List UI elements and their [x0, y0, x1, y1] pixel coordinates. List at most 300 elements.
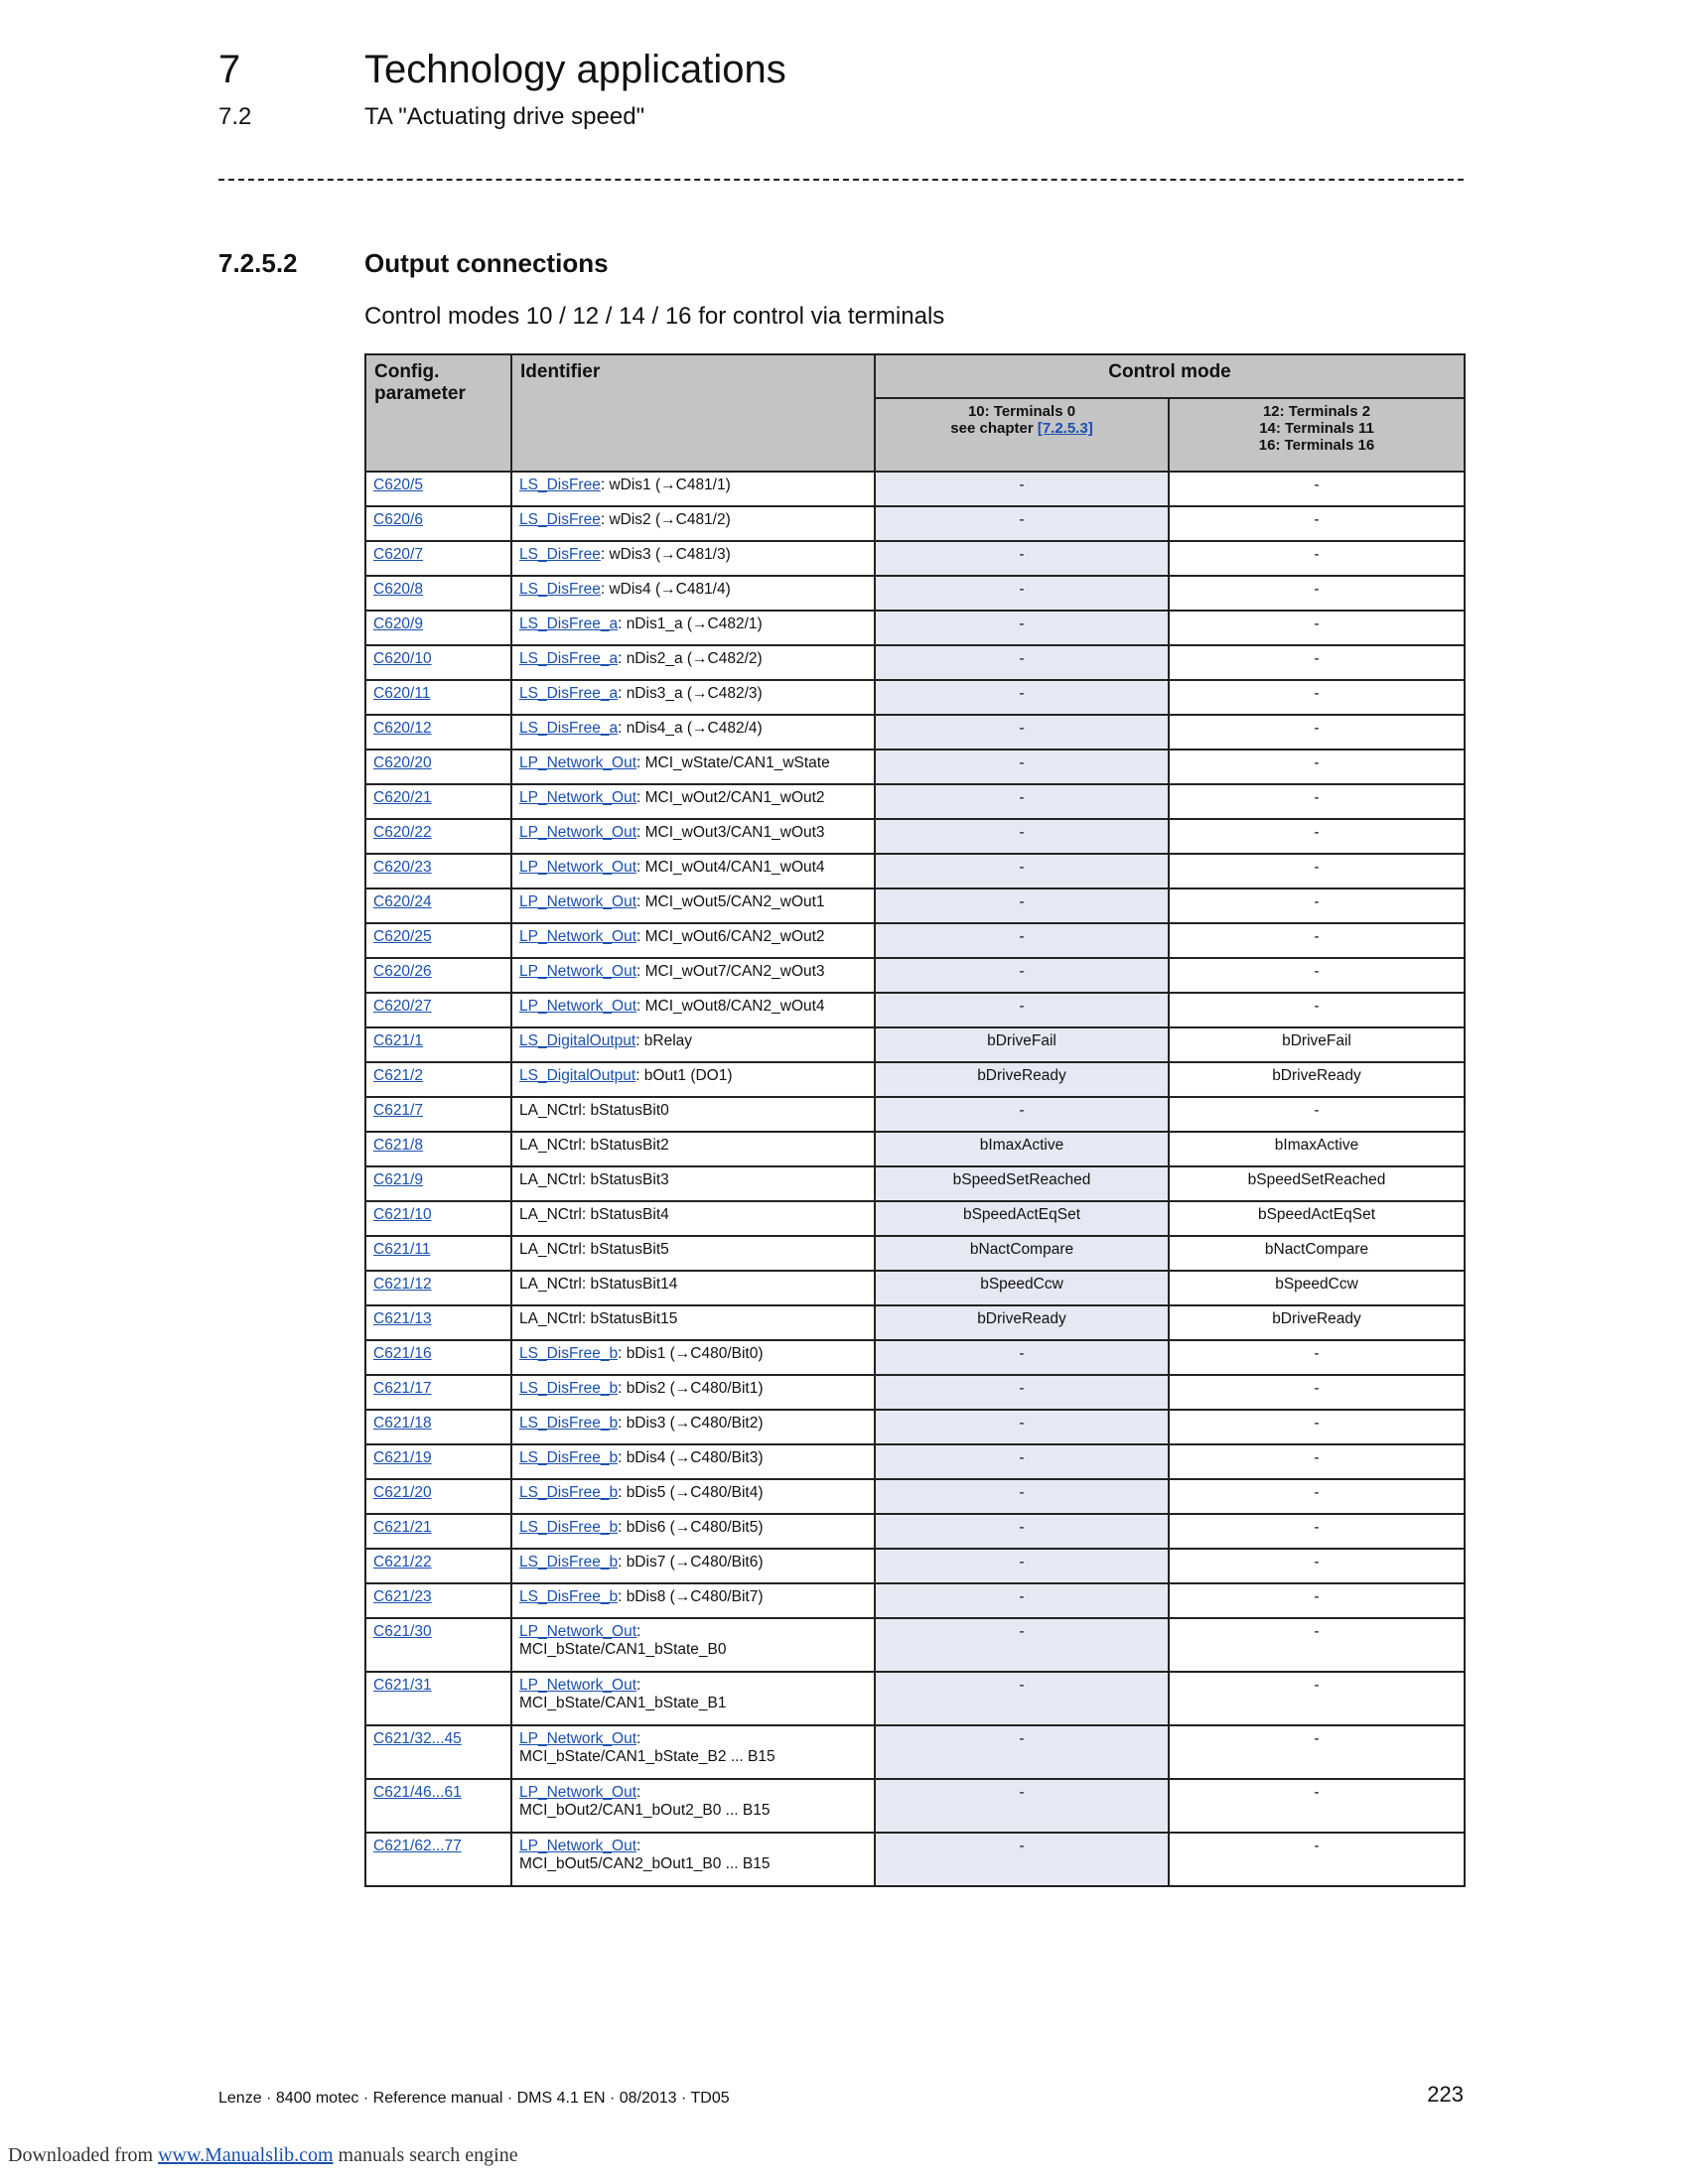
identifier-link[interactable]: LS_DisFree — [519, 546, 601, 563]
table-row — [365, 1201, 1465, 1236]
param-link[interactable]: C620/9 — [373, 615, 423, 632]
identifier-text: MCI_bState/CAN1_bState_B2 ... B15 — [519, 1748, 775, 1765]
mode-10-value: bDriveFail — [987, 1032, 1056, 1049]
param-cell — [365, 1166, 511, 1201]
identifier-link[interactable]: LP_Network_Out — [519, 928, 637, 945]
identifier-cell — [511, 472, 875, 506]
mode-12-value: bDriveFail — [1282, 1032, 1351, 1049]
param-cell — [365, 923, 511, 958]
mode-12-cell — [1169, 1236, 1465, 1271]
identifier-link[interactable]: LP_Network_Out — [519, 893, 637, 910]
mode-10-value: - — [1019, 615, 1025, 632]
mode-10-cell — [875, 1779, 1169, 1833]
identifier-text: : MCI_wOut7/CAN2_wOut3 — [636, 963, 825, 980]
identifier-cell — [511, 1236, 875, 1271]
param-link[interactable]: C620/24 — [373, 893, 432, 910]
param-link[interactable]: C620/26 — [373, 963, 432, 980]
identifier-link[interactable]: LS_DisFree_b — [519, 1554, 619, 1570]
param-link[interactable]: C621/22 — [373, 1554, 432, 1570]
mode-12-value: bDriveReady — [1272, 1310, 1361, 1327]
table-row — [365, 1097, 1465, 1132]
header-mode-10-line1: 10: Terminals 0 — [967, 403, 1076, 420]
identifier-cell — [511, 715, 875, 750]
param-cell — [365, 1549, 511, 1583]
table-row — [365, 506, 1465, 541]
param-link[interactable]: C621/1 — [373, 1032, 423, 1049]
table-row — [365, 854, 1465, 888]
mode-12-cell — [1169, 1725, 1465, 1779]
mode-12-value: - — [1314, 893, 1320, 910]
mode-12-value: - — [1314, 477, 1320, 493]
identifier-text: LA_NCtrl: bStatusBit0 — [519, 1102, 669, 1119]
mode-10-cell — [875, 1549, 1169, 1583]
identifier-text: : bDis6 (→C480/Bit5) — [618, 1519, 764, 1536]
identifier-cell — [511, 1305, 875, 1340]
mode-12-value: - — [1314, 1102, 1320, 1119]
mode-10-value: - — [1019, 1554, 1025, 1570]
header-config-parameter — [365, 354, 511, 472]
chapter-link-7-2-5-3[interactable]: [7.2.5.3] — [1037, 420, 1093, 437]
identifier-link[interactable]: LS_DisFree_a — [519, 615, 619, 632]
mode-12-cell — [1169, 1779, 1465, 1833]
identifier-link[interactable]: LS_DisFree_b — [519, 1519, 619, 1536]
param-cell — [365, 1444, 511, 1479]
param-link[interactable]: C621/10 — [373, 1206, 432, 1223]
mode-12-cell — [1169, 819, 1465, 854]
table-row — [365, 1725, 1465, 1779]
identifier-text: LA_NCtrl: bStatusBit14 — [519, 1276, 678, 1293]
param-link[interactable]: C620/25 — [373, 928, 432, 945]
mode-10-value: bDriveReady — [977, 1067, 1066, 1084]
identifier-text: : MCI_wOut5/CAN2_wOut1 — [636, 893, 825, 910]
param-link[interactable]: C620/11 — [373, 685, 431, 702]
table-row — [365, 993, 1465, 1027]
mode-10-cell — [875, 1097, 1169, 1132]
param-link[interactable]: C621/30 — [373, 1623, 432, 1640]
identifier-link[interactable]: LP_Network_Out — [519, 1730, 637, 1747]
mode-10-value: - — [1019, 1519, 1025, 1536]
mode-10-value: - — [1019, 1838, 1025, 1854]
param-link[interactable]: C621/20 — [373, 1484, 432, 1501]
identifier-cell — [511, 888, 875, 923]
mode-12-cell — [1169, 1672, 1465, 1725]
intro-text: Control modes 10 / 12 / 14 / 16 for control via terminals — [364, 303, 945, 330]
identifier-cell — [511, 923, 875, 958]
mode-12-value: - — [1314, 1554, 1320, 1570]
param-cell — [365, 1672, 511, 1725]
header-mode-16-line: 16: Terminals 16 — [1258, 437, 1375, 454]
identifier-link[interactable]: LP_Network_Out — [519, 789, 637, 806]
param-cell — [365, 1305, 511, 1340]
mode-10-value: - — [1019, 1415, 1025, 1432]
identifier-link[interactable]: LP_Network_Out — [519, 998, 637, 1015]
param-link[interactable]: C620/8 — [373, 581, 423, 598]
mode-10-value: - — [1019, 1345, 1025, 1362]
identifier-text: : MCI_wOut8/CAN2_wOut4 — [636, 998, 825, 1015]
mode-10-value: - — [1019, 1484, 1025, 1501]
identifier-cell — [511, 750, 875, 784]
identifier-cell — [511, 680, 875, 715]
header-identifier: Identifier — [511, 354, 875, 472]
identifier-text: : MCI_wState/CAN1_wState — [636, 754, 830, 771]
mode-10-cell — [875, 923, 1169, 958]
param-link[interactable]: C620/21 — [373, 789, 432, 806]
identifier-link[interactable]: LS_DigitalOutput — [519, 1032, 636, 1049]
header-mode-14-line: 14: Terminals 11 — [1259, 420, 1374, 437]
param-link[interactable]: C621/11 — [373, 1241, 431, 1258]
identifier-link[interactable]: LS_DisFree_b — [519, 1345, 619, 1362]
mode-12-value: - — [1314, 581, 1320, 598]
table-row — [365, 1549, 1465, 1583]
mode-10-cell — [875, 1618, 1169, 1672]
mode-10-value: - — [1019, 477, 1025, 493]
identifier-cell — [511, 506, 875, 541]
identifier-cell — [511, 784, 875, 819]
mode-12-cell — [1169, 1305, 1465, 1340]
param-cell — [365, 1410, 511, 1444]
param-link[interactable]: C621/9 — [373, 1171, 423, 1188]
mode-10-cell — [875, 1236, 1169, 1271]
mode-10-cell — [875, 888, 1169, 923]
identifier-text: LA_NCtrl: bStatusBit5 — [519, 1241, 669, 1258]
table-row — [365, 1444, 1465, 1479]
mode-10-value: bNactCompare — [969, 1241, 1074, 1258]
param-link[interactable]: C620/23 — [373, 859, 432, 876]
table-row — [365, 1340, 1465, 1375]
param-cell — [365, 1027, 511, 1062]
table-row — [365, 541, 1465, 576]
mode-10-cell — [875, 1271, 1169, 1305]
identifier-link[interactable]: LP_Network_Out — [519, 1623, 637, 1640]
param-cell — [365, 1375, 511, 1410]
table-row — [365, 1618, 1465, 1672]
param-link[interactable]: C621/21 — [373, 1519, 432, 1536]
mode-10-cell — [875, 1479, 1169, 1514]
param-link[interactable]: C621/8 — [373, 1137, 423, 1154]
param-cell — [365, 1132, 511, 1166]
param-cell — [365, 1833, 511, 1886]
param-cell — [365, 715, 511, 750]
identifier-cell — [511, 1725, 875, 1779]
param-link[interactable]: C620/22 — [373, 824, 432, 841]
mode-10-value: - — [1019, 511, 1025, 528]
param-link[interactable]: C621/18 — [373, 1415, 432, 1432]
param-link[interactable]: C620/6 — [373, 511, 423, 528]
mode-10-value: - — [1019, 720, 1025, 737]
param-link[interactable]: C621/46...61 — [373, 1784, 462, 1801]
mode-10-value: bSpeedSetReached — [952, 1171, 1091, 1188]
mode-12-value: - — [1314, 511, 1320, 528]
param-cell — [365, 472, 511, 506]
identifier-text: : bRelay — [635, 1032, 693, 1049]
mode-10-cell — [875, 1201, 1169, 1236]
download-suffix: manuals search engine — [333, 2144, 518, 2166]
identifier-cell — [511, 1340, 875, 1375]
mode-12-value: bSpeedActEqSet — [1257, 1206, 1376, 1223]
mode-10-value: - — [1019, 1730, 1025, 1747]
table-row — [365, 1410, 1465, 1444]
mode-12-cell — [1169, 1166, 1465, 1201]
identifier-text: MCI_bOut2/CAN1_bOut2_B0 ... B15 — [519, 1802, 771, 1819]
mode-10-cell — [875, 854, 1169, 888]
param-cell — [365, 1236, 511, 1271]
mode-12-value: - — [1314, 1588, 1320, 1605]
identifier-link[interactable]: LS_DisFree_a — [519, 720, 619, 737]
param-link[interactable]: C621/13 — [373, 1310, 432, 1327]
identifier-cell — [511, 1201, 875, 1236]
mode-12-cell — [1169, 1062, 1465, 1097]
identifier-colon: : — [636, 1730, 641, 1747]
mode-12-cell — [1169, 750, 1465, 784]
mode-12-value: - — [1314, 615, 1320, 632]
identifier-link[interactable]: LP_Network_Out — [519, 824, 637, 841]
identifier-cell — [511, 1549, 875, 1583]
param-link[interactable]: C620/27 — [373, 998, 432, 1015]
identifier-link[interactable]: LS_DisFree_b — [519, 1415, 619, 1432]
table-row — [365, 958, 1465, 993]
chapter-number: 7 — [218, 48, 241, 91]
param-link[interactable]: C621/23 — [373, 1588, 432, 1605]
identifier-link[interactable]: LS_DisFree — [519, 477, 601, 493]
table-row — [365, 784, 1465, 819]
table-row — [365, 1132, 1465, 1166]
identifier-cell — [511, 1444, 875, 1479]
identifier-text: LA_NCtrl: bStatusBit2 — [519, 1137, 669, 1154]
mode-10-cell — [875, 1375, 1169, 1410]
section-title: TA "Actuating drive speed" — [364, 103, 645, 130]
param-link[interactable]: C621/32...45 — [373, 1730, 462, 1747]
identifier-text: LA_NCtrl: bStatusBit4 — [519, 1206, 669, 1223]
mode-10-value: - — [1019, 859, 1025, 876]
identifier-link[interactable]: LS_DisFree_b — [519, 1449, 619, 1466]
mode-12-cell — [1169, 576, 1465, 611]
mode-12-value: bNactCompare — [1264, 1241, 1369, 1258]
table-row — [365, 1375, 1465, 1410]
mode-12-value: - — [1314, 1730, 1320, 1747]
mode-12-value: - — [1314, 1449, 1320, 1466]
mode-10-cell — [875, 715, 1169, 750]
mode-12-value: - — [1314, 1415, 1320, 1432]
identifier-text: : nDis1_a (→C482/1) — [618, 615, 763, 632]
identifier-colon: : — [636, 1623, 641, 1640]
identifier-link[interactable]: LS_DisFree_b — [519, 1484, 619, 1501]
mode-12-value: - — [1314, 998, 1320, 1015]
identifier-text: : wDis2 (→C481/2) — [600, 511, 731, 528]
identifier-cell — [511, 854, 875, 888]
table-row — [365, 472, 1465, 506]
mode-12-cell — [1169, 1833, 1465, 1886]
identifier-link[interactable]: LP_Network_Out — [519, 963, 637, 980]
param-link[interactable]: C620/12 — [373, 720, 432, 737]
mode-10-cell — [875, 819, 1169, 854]
header-config-line1: Config. — [374, 361, 440, 382]
table-row — [365, 819, 1465, 854]
param-link[interactable]: C620/10 — [373, 650, 432, 667]
mode-10-value: - — [1019, 1623, 1025, 1640]
mode-10-cell — [875, 506, 1169, 541]
identifier-cell — [511, 1271, 875, 1305]
param-cell — [365, 645, 511, 680]
mode-10-value: bDriveReady — [977, 1310, 1066, 1327]
mode-12-cell — [1169, 1444, 1465, 1479]
mode-12-cell — [1169, 1375, 1465, 1410]
identifier-cell — [511, 1779, 875, 1833]
identifier-cell — [511, 1166, 875, 1201]
param-cell — [365, 506, 511, 541]
identifier-cell — [511, 1479, 875, 1514]
identifier-link[interactable]: LS_DisFree — [519, 511, 601, 528]
table-row — [365, 1166, 1465, 1201]
mode-12-cell — [1169, 680, 1465, 715]
param-link[interactable]: C621/62...77 — [373, 1838, 462, 1854]
download-banner — [8, 2144, 518, 2167]
identifier-text: MCI_bState/CAN1_bState_B0 — [519, 1641, 727, 1658]
param-link[interactable]: C621/2 — [373, 1067, 423, 1084]
table-row — [365, 1514, 1465, 1549]
param-link[interactable]: C621/16 — [373, 1345, 432, 1362]
param-cell — [365, 1725, 511, 1779]
identifier-cell — [511, 1672, 875, 1725]
table-row — [365, 1779, 1465, 1833]
mode-12-value: bImaxActive — [1274, 1137, 1359, 1154]
mode-10-cell — [875, 1833, 1169, 1886]
header-mode-12-line: 12: Terminals 2 — [1262, 403, 1371, 420]
param-link[interactable]: C621/12 — [373, 1276, 432, 1293]
identifier-link[interactable]: LS_DisFree_a — [519, 650, 619, 667]
mode-10-cell — [875, 611, 1169, 645]
mode-12-value: - — [1314, 1838, 1320, 1854]
mode-12-cell — [1169, 784, 1465, 819]
param-cell — [365, 1271, 511, 1305]
mode-12-cell — [1169, 1618, 1465, 1672]
identifier-text: : wDis1 (→C481/1) — [600, 477, 731, 493]
identifier-cell — [511, 993, 875, 1027]
identifier-link[interactable]: LS_DisFree — [519, 581, 601, 598]
mode-10-cell — [875, 576, 1169, 611]
param-link[interactable]: C621/19 — [373, 1449, 432, 1466]
mode-10-cell — [875, 750, 1169, 784]
manualslib-link[interactable]: www.Manualslib.com — [158, 2144, 334, 2166]
param-cell — [365, 1618, 511, 1672]
mode-12-value: - — [1314, 1519, 1320, 1536]
identifier-link[interactable]: LP_Network_Out — [519, 1838, 637, 1854]
param-link[interactable]: C621/31 — [373, 1677, 432, 1694]
param-cell — [365, 750, 511, 784]
mode-12-value: - — [1314, 1623, 1320, 1640]
param-link[interactable]: C621/7 — [373, 1102, 423, 1119]
identifier-text: MCI_bOut5/CAN2_bOut1_B0 ... B15 — [519, 1855, 771, 1872]
identifier-link[interactable]: LS_DisFree_a — [519, 685, 619, 702]
mode-10-value: - — [1019, 893, 1025, 910]
mode-10-value: - — [1019, 685, 1025, 702]
mode-10-cell — [875, 645, 1169, 680]
param-link[interactable]: C621/17 — [373, 1380, 432, 1397]
param-cell — [365, 680, 511, 715]
param-cell — [365, 993, 511, 1027]
param-cell — [365, 541, 511, 576]
identifier-cell — [511, 1097, 875, 1132]
section-number: 7.2 — [218, 103, 252, 130]
identifier-cell — [511, 1410, 875, 1444]
mode-12-cell — [1169, 611, 1465, 645]
mode-10-value: - — [1019, 1784, 1025, 1801]
identifier-link[interactable]: LS_DigitalOutput — [519, 1067, 636, 1084]
chapter-title: Technology applications — [364, 48, 786, 91]
table-row — [365, 888, 1465, 923]
mode-12-value: - — [1314, 1380, 1320, 1397]
header-mode-10 — [875, 398, 1169, 472]
header-mode-10-prefix: see chapter — [950, 420, 1038, 437]
mode-10-value: - — [1019, 789, 1025, 806]
identifier-text: : nDis4_a (→C482/4) — [618, 720, 763, 737]
mode-10-value: - — [1019, 650, 1025, 667]
mode-10-cell — [875, 784, 1169, 819]
identifier-cell — [511, 958, 875, 993]
table-row — [365, 1833, 1465, 1886]
mode-10-cell — [875, 1305, 1169, 1340]
mode-12-cell — [1169, 645, 1465, 680]
identifier-link[interactable]: LS_DisFree_b — [519, 1380, 619, 1397]
mode-10-value: bSpeedActEqSet — [962, 1206, 1081, 1223]
footer-text: Lenze · 8400 motec · Reference manual · DMS 4.1 EN · 08/2013 · TD05 — [218, 2090, 730, 2107]
identifier-link[interactable]: LP_Network_Out — [519, 1784, 637, 1801]
identifier-link[interactable]: LS_DisFree_b — [519, 1588, 619, 1605]
mode-10-cell — [875, 1410, 1169, 1444]
identifier-text: : MCI_wOut3/CAN1_wOut3 — [636, 824, 825, 841]
mode-10-cell — [875, 1672, 1169, 1725]
param-link[interactable]: C620/20 — [373, 754, 432, 771]
header-divider — [218, 179, 1464, 181]
mode-10-cell — [875, 541, 1169, 576]
mode-10-value: - — [1019, 1677, 1025, 1694]
mode-10-value: - — [1019, 1588, 1025, 1605]
identifier-cell — [511, 1375, 875, 1410]
mode-10-value: - — [1019, 1380, 1025, 1397]
param-link[interactable]: C620/7 — [373, 546, 423, 563]
param-cell — [365, 784, 511, 819]
mode-10-cell — [875, 1583, 1169, 1618]
table-row — [365, 750, 1465, 784]
identifier-text: : nDis2_a (→C482/2) — [618, 650, 763, 667]
mode-10-value: bSpeedCcw — [980, 1276, 1063, 1293]
mode-10-cell — [875, 1444, 1169, 1479]
identifier-cell — [511, 1583, 875, 1618]
mode-10-value: - — [1019, 998, 1025, 1015]
param-cell — [365, 958, 511, 993]
param-link[interactable]: C620/5 — [373, 477, 423, 493]
identifier-link[interactable]: LP_Network_Out — [519, 1677, 637, 1694]
identifier-text: : bDis4 (→C480/Bit3) — [618, 1449, 764, 1466]
mode-12-value: - — [1314, 1677, 1320, 1694]
identifier-link[interactable]: LP_Network_Out — [519, 859, 637, 876]
identifier-text: : wDis4 (→C481/4) — [600, 581, 731, 598]
mode-12-cell — [1169, 1410, 1465, 1444]
identifier-text: LA_NCtrl: bStatusBit3 — [519, 1171, 669, 1188]
mode-10-cell — [875, 1725, 1169, 1779]
mode-12-cell — [1169, 854, 1465, 888]
subsection-number: 7.2.5.2 — [218, 248, 298, 278]
output-connections-table — [364, 353, 1466, 1887]
mode-12-cell — [1169, 472, 1465, 506]
identifier-link[interactable]: LP_Network_Out — [519, 754, 637, 771]
mode-10-cell — [875, 993, 1169, 1027]
param-cell — [365, 1514, 511, 1549]
mode-12-cell — [1169, 1027, 1465, 1062]
mode-12-cell — [1169, 541, 1465, 576]
table-row — [365, 1236, 1465, 1271]
identifier-text: : bDis7 (→C480/Bit6) — [618, 1554, 764, 1570]
mode-12-value: bSpeedCcw — [1275, 1276, 1358, 1293]
